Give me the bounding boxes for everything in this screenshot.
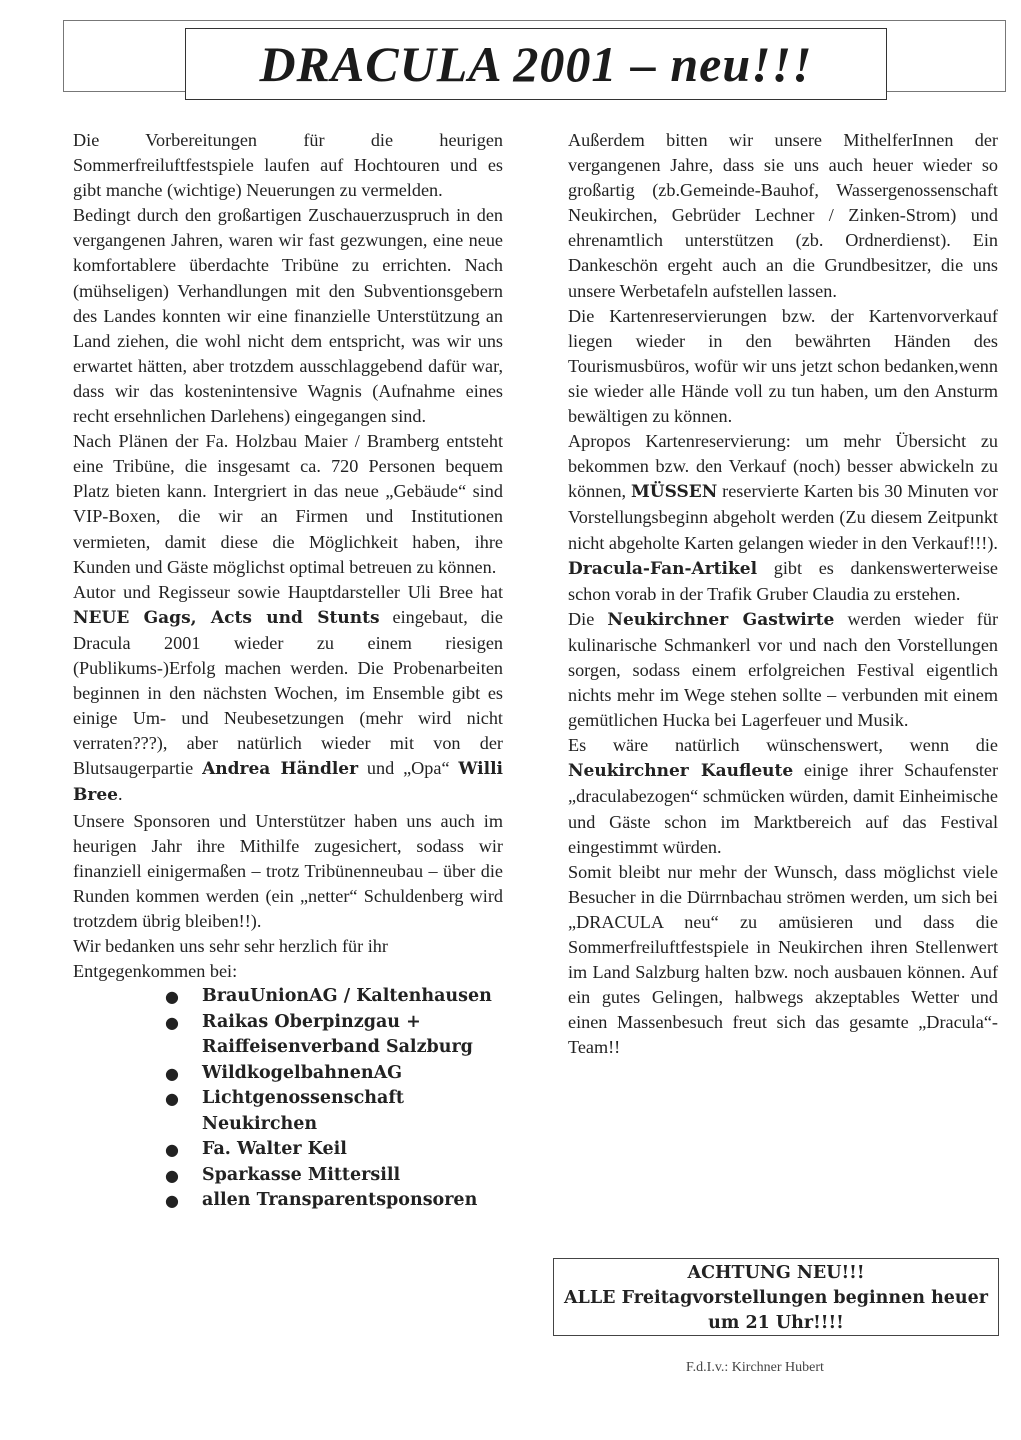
bullet-icon: ● <box>165 1063 179 1083</box>
page-title: DRACULA 2001 – neu!!! <box>259 36 813 92</box>
left-column <box>73 128 503 1214</box>
notice-line: um 21 Uhr!!!! <box>708 1313 844 1333</box>
text: und „Opa“ <box>358 758 459 779</box>
paragraph <box>568 733 998 859</box>
footer-credit: F.d.I.v.: Kirchner Hubert <box>686 1360 824 1375</box>
text: Es wäre natürlich wünschenswert, wenn die <box>568 735 998 756</box>
sponsor-name: allen Transparentsponsoren <box>202 1190 478 1211</box>
list-item <box>165 1188 503 1214</box>
highlight-text: NEUE Gags, Acts und Stunts <box>73 607 380 628</box>
list-item <box>165 1137 503 1163</box>
list-item <box>165 984 503 1010</box>
title-box <box>185 28 887 100</box>
highlight-text: Dracula-Fan-Artikel <box>568 558 758 579</box>
text: werden wieder für kulinarische Schmankerl vor und nach den Vorstellungen sorgen, sodass einem erfolgreichen Festival eigentlich nichts mehr im Wege stehen sollte – verbunden mit einem gemütlichen Hucka bei Lagerfeuer und Musik. <box>568 608 999 731</box>
highlight-text: Neukirchner Gastwirte <box>607 609 835 630</box>
list-item <box>165 1010 503 1061</box>
sponsor-name: Lichtgenossenschaft Neukirchen <box>202 1088 404 1134</box>
paragraph: Die Vorbereitungen für die heurigen Sommerfreiluftfestspiele laufen auf Hochtouren und es gibt manche (wichtige) Neuerungen zu vermelden. <box>73 130 503 201</box>
text: reservierte Karten bis 30 Minuten vor Vorstellungsbeginn abgeholt werden (Zu diesem Zeitpunkt nicht abgeholte Karten gelangen wieder in den Verkauf!!!). <box>568 481 999 553</box>
list-item <box>165 1163 503 1189</box>
bullet-icon: ● <box>165 1165 179 1185</box>
list-item <box>165 1061 503 1087</box>
right-column <box>568 128 998 1060</box>
text: Apropos Kartenreservierung: um mehr Übersicht zu bekommen bzw. den Verkauf (noch) besser abwickeln zu können, <box>568 431 998 502</box>
bullet-icon: ● <box>165 1089 179 1109</box>
text: eingebaut, die Dracula 2001 wieder zu einem riesigen (Publikums-)Erfolg machen werden. Die Probenarbeiten beginnen in den nächsten Wochen, im Ensemble gibt es einige Um- und Neubesetzungen (mehr wird nicht verraten???), aber natürlich wieder mit von der Blutsaugerpartie <box>73 606 503 779</box>
sponsor-name: Raikas Oberpinzgau + Raiffeisenverband Salzburg <box>202 1011 473 1058</box>
paragraph <box>568 556 998 607</box>
paragraph: Die Kartenreservierungen bzw. der Kartenvorverkauf liegen wieder in den bewährten Händen des Tourismusbüros, wofür wir uns jetzt schon bedanken,wenn sie wieder alle Hände voll zu tun haben, um den Ansturm bewältigen zu können. <box>568 305 998 427</box>
sponsor-name: WildkogelbahnenAG <box>202 1062 403 1083</box>
highlight-text: Andrea Händler <box>202 759 359 780</box>
paragraph <box>73 580 503 809</box>
notice-line: ACHTUNG NEU!!! <box>687 1263 865 1283</box>
paragraph: Außerdem bitten wir unsere MithelferInnen der vergangenen Jahre, dass sie uns auch heuer wieder so großartig (zb.Gemeinde-Bauhof, Wassergenossenschaft Neukirchen, Gebrüder Lechner / Zinken-Strom) und ehrenamtlich unterstützen (zb. Ordnerdienst). Ein Dankeschön ergeht auch an die Grundbesitzer, die uns unsere Werbetafeln aufstellen lassen. <box>568 130 998 301</box>
highlight-text: Willi Bree <box>73 759 503 806</box>
notice-line: ALLE Freitagvorstellungen beginnen heuer <box>563 1288 989 1308</box>
sponsor-name: BrauUnionAG / Kaltenhausen <box>202 986 492 1007</box>
paragraph: Wir bedanken uns sehr sehr herzlich für ihr Entgegenkommen bei: <box>73 936 388 982</box>
paragraph: Somit bleibt nur mehr der Wunsch, dass möglichst viele Besucher in die Dürrnbachau strömen werden, um sich bei „DRACULA neu“ zu amüsieren und dass die Sommerfreiluftfestspiele in Neukirchen ihren Stellenwert im Land Salzburg halten bzw. noch ausbauen können. Auf ein gutes Gelingen, halbwegs akzeptables Wetter und einen Massenbesuch freut sich das gesamte „Dracula“-Team!! <box>568 861 998 1058</box>
highlight-text: MÜSSEN <box>630 482 718 503</box>
bullet-icon: ● <box>165 1012 179 1032</box>
list-item <box>165 1086 503 1137</box>
sponsor-name: Sparkasse Mittersill <box>202 1164 401 1185</box>
sponsor-list <box>73 984 503 1214</box>
paragraph <box>568 429 998 555</box>
text: Autor und Regisseur sowie Hauptdarsteller Uli Bree hat <box>73 581 503 602</box>
paragraph: Unsere Sponsoren und Unterstützer haben uns auch im heurigen Jahr ihre Mithilfe zugesichert, sodass wir finanziell einigermaßen – trotz Tribünenneubau – über die Runden kommen werden (ein „netter“ Schuldenberg wird trotzdem übrig bleiben!!). <box>73 810 503 931</box>
paragraph <box>568 607 998 733</box>
highlight-text: Neukirchner Kaufleute <box>568 761 794 782</box>
text: . <box>117 784 123 805</box>
paragraph: Nach Plänen der Fa. Holzbau Maier / Bramberg entsteht eine Tribüne, die insgesamt ca. 720 Personen bequem Platz bieten kann. Intergriert in das neue „Gebäude“ sind VIP-Boxen, die wir an Firmen und Institutionen vermieten, damit diese die Möglichkeit haben, ihre Kunden und Gäste möglichst optimal betreuen zu können. <box>73 431 503 577</box>
bullet-icon: ● <box>165 987 179 1007</box>
sponsor-name: Fa. Walter Keil <box>202 1139 347 1160</box>
text: einige ihrer Schaufenster „draculabezogen“ schmücken würden, damit Einheimische und Gäste schon im Marktbereich auf das Festival eingestimmt würden. <box>568 760 998 857</box>
text: gibt es dankenswerterweise schon vorab in der Trafik Gruber Claudia zu erstehen. <box>568 557 998 604</box>
bullet-icon: ● <box>165 1191 179 1211</box>
text: Die <box>568 608 608 629</box>
paragraph: Bedingt durch den großartigen Zuschauerzuspruch in den vergangenen Jahren, waren wir fast gezwungen, eine neue komfortablere überdachte Tribüne zu errichten. Nach (mühseligen) Verhandlungen mit den Subventionsgebern des Landes konnten wir eine finanzielle Unterstützung an Land ziehen, die wohl nicht dem entspricht, was wir uns erwartet hätten, aber trotzdem ausschlaggebend dafür war, dass wir das kostenintensive Wagnis (Aufnahme eines recht ersehnlichen Darlehens) eingegangen sind. <box>73 205 503 427</box>
notice-box <box>553 1258 999 1336</box>
bullet-icon: ● <box>165 1140 179 1160</box>
